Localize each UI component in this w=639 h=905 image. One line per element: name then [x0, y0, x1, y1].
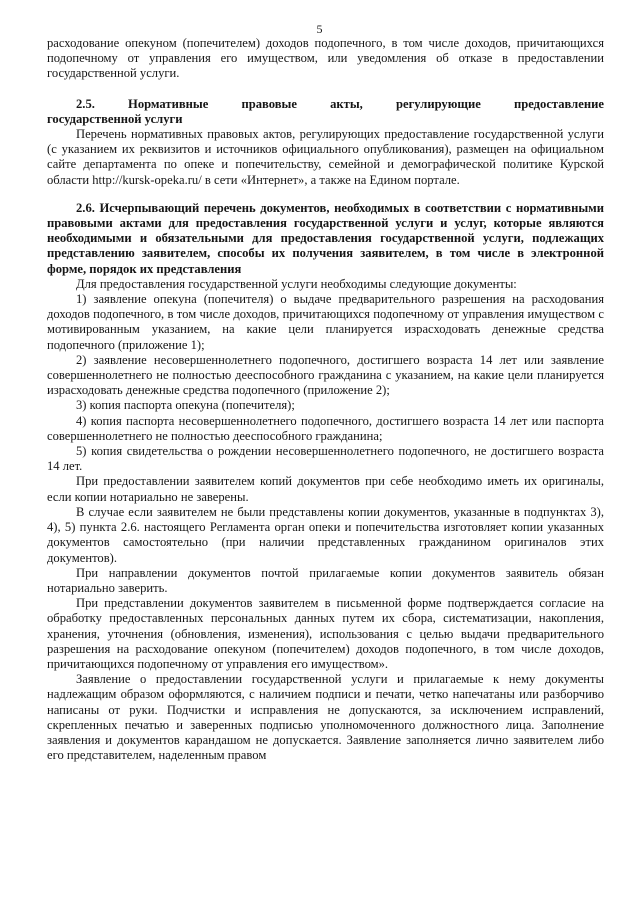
heading-word: акты,: [330, 96, 363, 111]
paragraph: Заявление о предоставлении государственной услуги и прилагаемые к нему документы надлежащим образом оформляются, с наличием подписи и печати, четко напечатаны или разборчиво написаны от руки. Подчистки и исправления не допускаются, за исключением исправлений, скрепленных печатью и заверенных подписью уполномоченного должностного лица. Заполнение заявления и документов карандашом не допускается. Заявление заполняется лично заявителем либо его представителем, наделенным правом: [47, 672, 604, 763]
spacer: [47, 82, 604, 97]
heading-word: правовые: [241, 96, 297, 111]
heading-word: 2.5.: [76, 96, 95, 111]
heading-word: Нормативные: [128, 96, 209, 111]
list-item: 5) копия свидетельства о рождении несовершеннолетнего подопечного, не достигшего возраста 14 лет.: [47, 444, 604, 474]
paragraph: Для предоставления государственной услуги необходимы следующие документы:: [76, 276, 517, 291]
section-2-5-heading-tail: государственной услуги: [47, 111, 183, 126]
paragraph: При направлении документов почтой прилагаемые копии документов заявитель обязан нотариально заверить.: [47, 565, 604, 595]
section-2-5-heading: [47, 97, 604, 112]
list-item: 3) копия паспорта опекуна (попечителя);: [76, 398, 295, 413]
paragraph: В случае если заявителем не были представлены копии документов, указанные в подпунктах 3), 4), 5) пункта 2.6. настоящего Регламента орган опеки и попечительства изготовляет копии указанных документов самостоятельно (при наличии представленных гражданином оригиналов этих документов).: [47, 504, 604, 565]
list-item: 2) заявление несовершеннолетнего подопечного, достигшего возраста 14 лет или заявление совершеннолетнего не полностью дееспособного гражданина с указанием, на какие цели планируется израсходовать денежные средства подопечного (приложение 2);: [47, 352, 604, 398]
heading-word: регулирующие: [395, 96, 481, 111]
list-item: 1) заявление опекуна (попечителя) о выдаче предварительного разрешения на расходования доходов подопечного, в том числе доходов, причитающихся подопечному от управления имуществом с мотивированным указанием, на какие цели планируется израсходовать денежные средства подопечного (приложение 1);: [47, 292, 604, 352]
spacer: [47, 188, 604, 201]
intro-continuation: расходование опекуном (попечителем) доходов подопечного, в том числе доходов, причитающихся подопечному от управления его имуществом, или уведомления об отказе в предоставлении государственной услуги.: [47, 36, 604, 81]
paragraph: При представлении документов заявителем в письменной форме подтверждается согласие на обработку предоставленных персональных данных путем их сбора, систематизации, накопления, хранения, уточнения (обновления, изменения), использования с целью выдачи предварительного разрешения на расходование опекуном (попечителем) доходов подопечного, в том числе доходов, причитающихся подопечному от управления его имуществом».: [47, 596, 604, 671]
section-2-5-body: Перечень нормативных правовых актов, регулирующих предоставление государственной услуги (с указанием их реквизитов и источников официального опубликования), размещен на официальном сайте департамента по опеке и попечительству, семейной и демографической политике Курской области http://kursk-opeka.ru/ в сети «Интернет», а также на Едином портале.: [47, 127, 604, 187]
page-number: 5: [316, 22, 323, 36]
list-item: 4) копия паспорта несовершеннолетнего подопечного, достигшего возраста 14 лет или паспорта совершеннолетнего не полностью дееспособного гражданина;: [47, 413, 604, 443]
heading-word: предоставление: [513, 96, 604, 111]
paragraph: При предоставлении заявителем копий документов при себе необходимо иметь их оригиналы, если копии нотариально не заверены.: [47, 474, 604, 504]
section-2-6-heading: 2.6. Исчерпывающий перечень документов, необходимых в соответствии с нормативными правовыми актами для предоставления государственной услуги и услуг, которые являются необходимыми и обязательными для предоставления государственной услуги, подлежащих представлению заявителем, способы их получения заявителем, в том числе в электронной форме, порядок их представления: [47, 200, 604, 276]
